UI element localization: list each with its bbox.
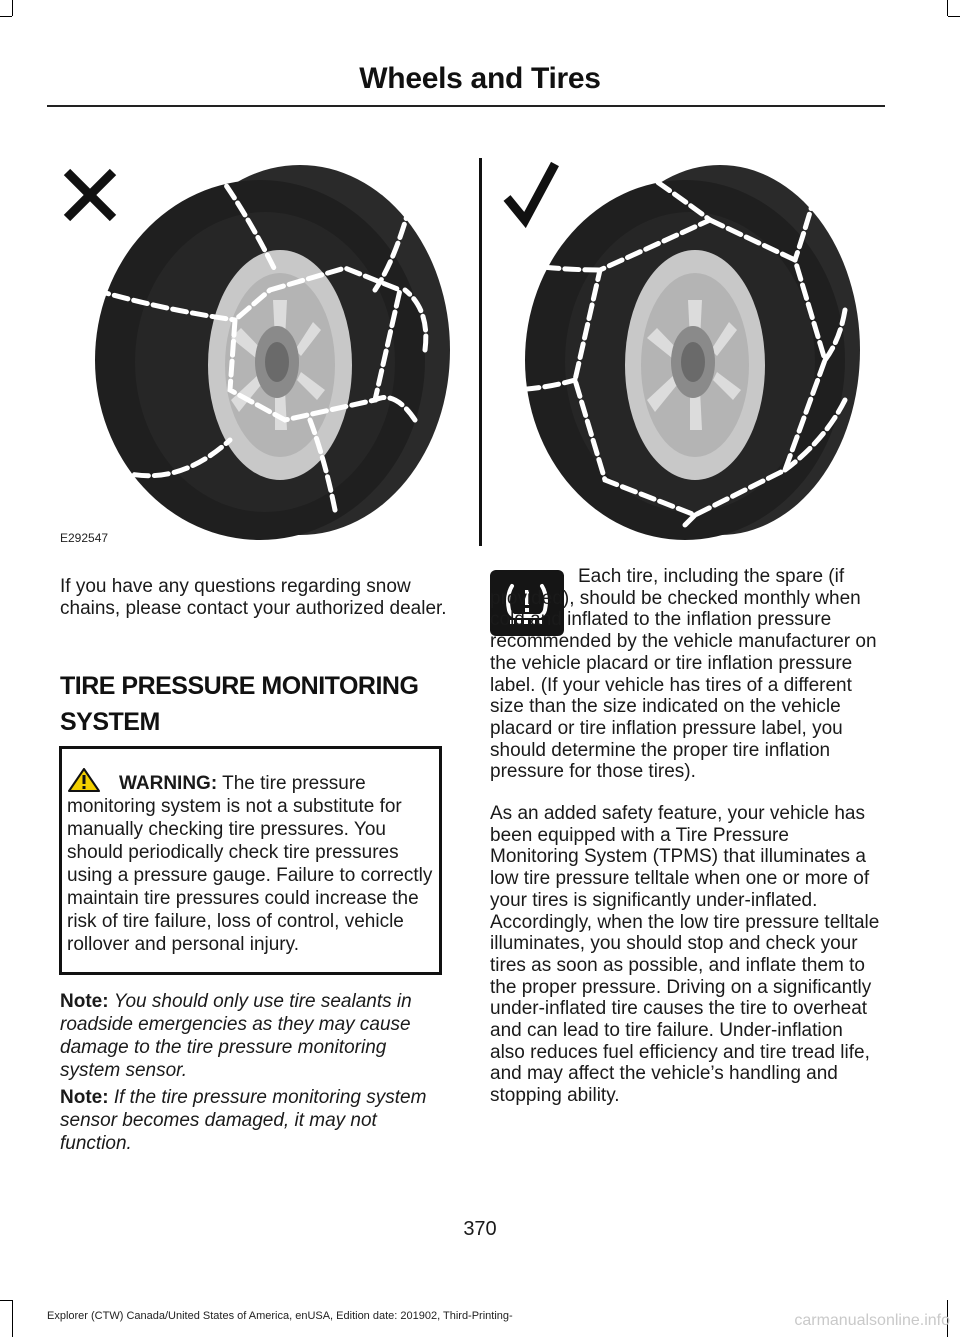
note-label: Note:	[60, 991, 109, 1012]
right-column-text	[490, 566, 882, 1107]
warning-label: WARNING:	[119, 773, 218, 794]
warning-content	[67, 768, 439, 956]
checkmark-icon	[507, 164, 555, 220]
crop-mark	[0, 1300, 12, 1301]
crop-mark	[0, 16, 12, 17]
warning-box	[59, 746, 442, 975]
wheel-hub-cap	[265, 342, 289, 382]
crop-mark	[948, 16, 960, 17]
intro-paragraph	[60, 576, 452, 620]
crop-mark	[947, 0, 948, 16]
page-header-title: Wheels and Tires	[359, 62, 601, 95]
incorrect-chain-illustration	[55, 150, 465, 550]
correct-chain-illustration	[495, 150, 870, 550]
watermark: carmanualsonline.info	[794, 1312, 950, 1329]
wheel-hub-cap	[681, 342, 705, 382]
warning-text: The tire pressure monitoring system is not a substitute for manually checking tire pressures. You should periodically check tire pressures using a pressure gauge. Failure to correctly maintain tire pressures could increase the risk of tire failure, loss of control, vehicle rollover and personal injury.	[67, 773, 433, 955]
note-1	[60, 990, 450, 1082]
crop-mark	[12, 0, 13, 16]
figure-divider	[479, 158, 482, 546]
crop-mark	[12, 1300, 13, 1337]
page-number: 370	[463, 1218, 497, 1240]
cross-icon	[67, 172, 113, 218]
tpms-paragraph-2: As an added safety feature, your vehicle has been equipped with a Tire Pressure Monitoring System (TPMS) that illuminates a low tire pressure telltale when one or more of your tires is significantly under-inflated. Accordingly, when the low tire pressure telltale illuminates, you should stop and check your tires as soon as possible, and inflate them to the proper pressure. Driving on a significantly under-inflated tire causes the tire to overheat and can lead to tire failure. Under-inflation also reduces fuel efficiency and tire tread life, and may affect the vehicle’s handling and stopping ability.	[490, 803, 880, 1107]
warning-triangle-icon	[67, 768, 119, 792]
section-heading: TIRE PRESSURE MONITORING SYSTEM	[60, 672, 419, 736]
note-text: You should only use tire sealants in roadside emergencies as they may cause damage to the tire pressure monitoring system sensor.	[60, 991, 412, 1081]
tpms-paragraph-1: Each tire, including the spare (if provided), should be checked monthly when cold and inflated to the inflation pressure recommended by the vehicle manufacturer on the vehicle placard or tire inflation pressure label. (If your vehicle has tires of a different size than the size indicated on the vehicle placard or tire inflation pressure label, you should determine the proper tire inflation pressure for those tires).	[490, 566, 877, 783]
figure-id: E292547	[60, 531, 109, 545]
note-text: If the tire pressure monitoring system sensor becomes damaged, it may not function.	[60, 1087, 427, 1154]
footer-text: Explorer (CTW) Canada/United States of America, enUSA, Edition date: 201902, Third-Printing-	[47, 1310, 513, 1322]
note-label: Note:	[60, 1087, 109, 1108]
header-divider	[47, 105, 885, 107]
note-2	[60, 1086, 450, 1155]
intro-text: If you have any questions regarding snow chains, please contact your authorized dealer.	[60, 576, 447, 619]
